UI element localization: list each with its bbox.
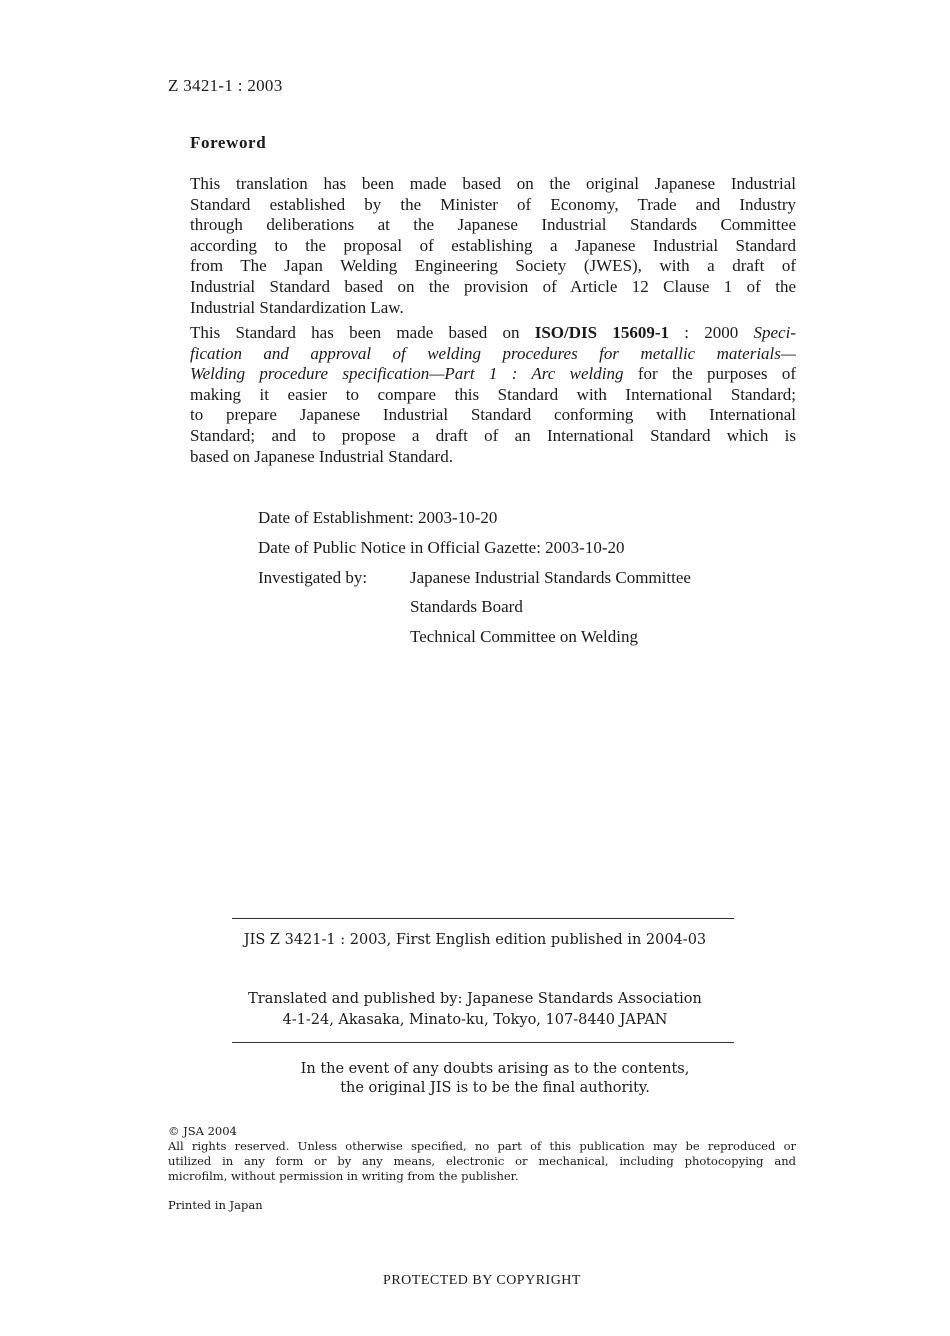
text-run: : 2000 [669,323,754,342]
paragraph-line [190,364,796,385]
investigated-by-label: Investigated by: [258,568,368,587]
paragraph-line: Industrial Standard based on the provision of Article 12 Clause 1 of the [190,276,796,296]
paragraph-line: making it easier to compare this Standard with International Standard; [190,384,796,404]
rights-line: All rights reserved. Unless otherwise specified, no part of this publication may be reproduced or [168,1139,796,1153]
text-run: for the purposes of [623,364,796,384]
publisher-address: 4-1-24, Akasaka, Minato-ku, Tokyo, 107-8440 JAPAN [282,1012,668,1028]
date-of-establishment: Date of Establishment: 2003-10-20 [258,508,498,527]
paragraph-line: from The Japan Welding Engineering Society (JWES), with a draft of [190,256,796,276]
investigated-by-board: Standards Board [410,597,523,616]
rights-line: microfilm, without permission in writing from the publisher. [168,1169,519,1183]
paragraph-line: through deliberations at the Japanese Industrial Standards Committee [190,215,796,235]
paragraph-line: Standard; and to propose a draft of an International Standard which is [190,425,796,445]
authority-notice-line-1: In the event of any doubts arising as to the contents, [300,1061,690,1077]
publisher-line: Translated and published by: Japanese Standards Association [248,991,702,1007]
authority-notice-line-2: the original JIS is to be the final authority. [340,1080,650,1096]
paragraph-line: to prepare Japanese Industrial Standard conforming with International [190,405,796,425]
paragraph-line: This translation has been made based on the original Japanese Industrial [190,174,796,193]
standard-title-part: Speci- [753,323,796,342]
edition-statement: JIS Z 3421-1 : 2003, First English edition published in 2004-03 [243,932,707,948]
paragraph-line: Standard established by the Minister of Economy, Trade and Industry [190,194,796,214]
investigated-by-committee: Japanese Industrial Standards Committee [410,568,691,587]
text-run: This Standard has been made based on [190,323,535,342]
document-id: Z 3421-1 : 2003 [168,76,283,95]
printed-in: Printed in Japan [168,1198,263,1212]
copyright-footer: PROTECTED BY COPYRIGHT [383,1273,581,1288]
standard-title-part: Welding procedure specification—Part 1 : Arc welding [190,364,624,384]
divider-top [232,918,734,919]
paragraph-line [190,323,796,344]
rights-statement [168,1139,796,1184]
rights-line: utilized in any form or by any means, electronic or mechanical, including photocopying and [168,1154,796,1168]
paragraph-line: Industrial Standardization Law. [190,297,404,317]
standard-title-part: fication and approval of welding procedures for metallic materials— [190,343,796,363]
copyright-notice: © JSA 2004 [168,1124,237,1138]
investigated-by-technical-committee: Technical Committee on Welding [410,627,638,646]
foreword-paragraph-2 [190,323,796,467]
divider-bottom [232,1042,734,1043]
standard-reference: ISO/DIS 15609-1 [534,323,669,342]
paragraph-line: according to the proposal of establishing a Japanese Industrial Standard [190,235,796,255]
foreword-heading: Foreword [190,133,267,152]
date-of-public-notice: Date of Public Notice in Official Gazette: 2003-10-20 [258,538,625,557]
paragraph-line: based on Japanese Industrial Standard. [190,446,453,466]
foreword-paragraph-1 [190,174,796,318]
